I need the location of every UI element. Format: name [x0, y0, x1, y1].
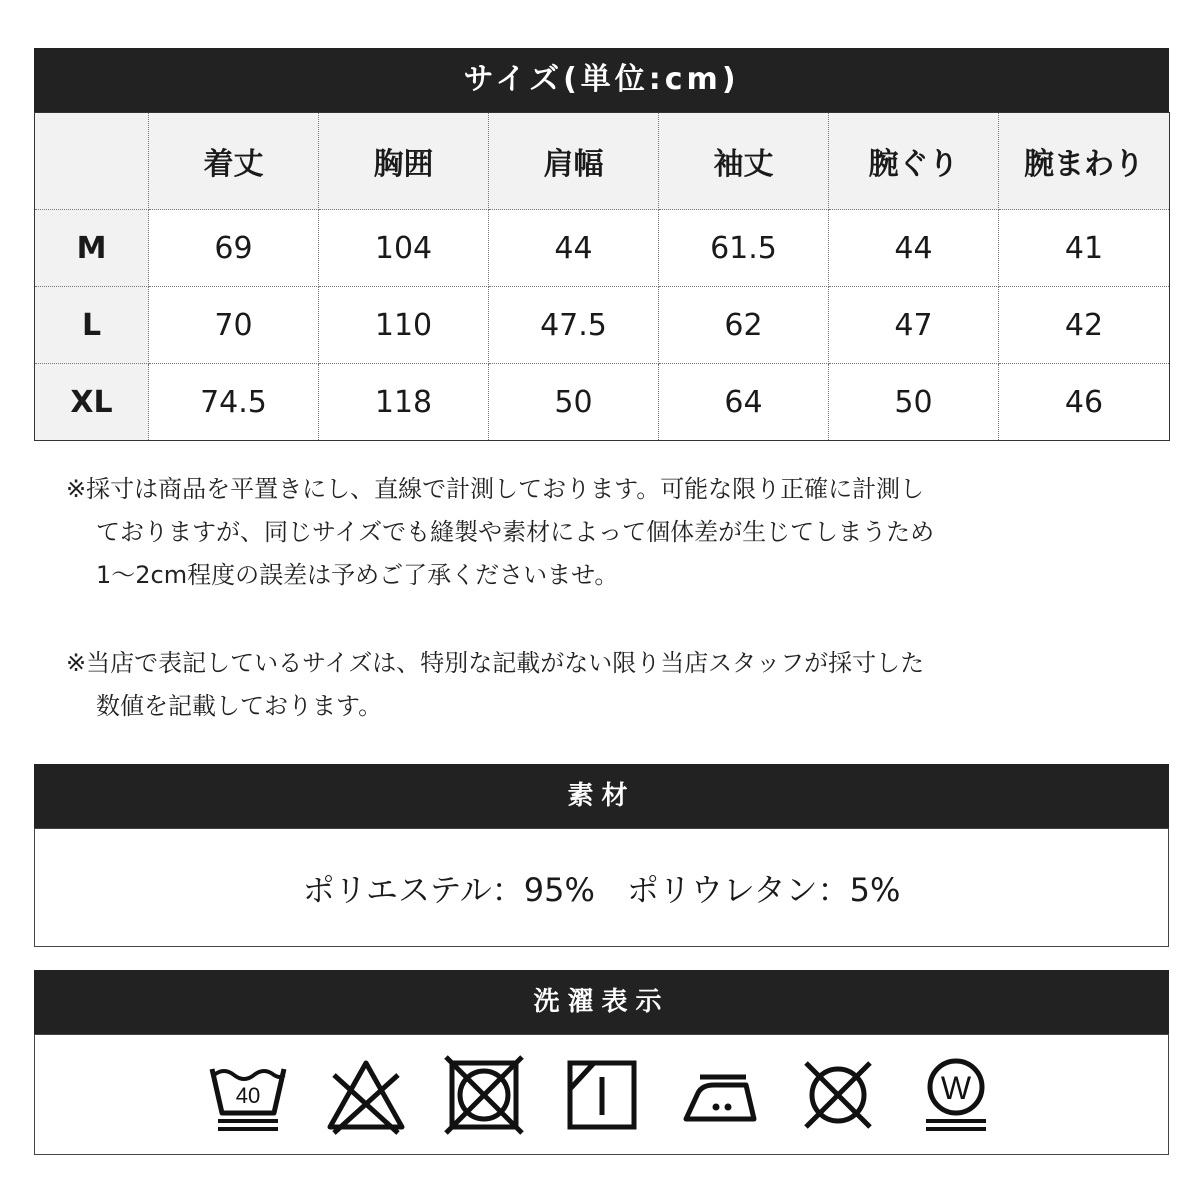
note-line: 1〜2cm程度の誤差は予めご了承くださいませ。 [96, 561, 619, 589]
wet-clean-letter: W [940, 1069, 971, 1106]
note-line: ※採寸は商品を平置きにし、直線で計測しております。可能な限り正確に計測し [66, 475, 925, 503]
table-cell: 50 [829, 364, 999, 441]
table-cell: 69 [149, 210, 319, 287]
column-header-armhole: 腕ぐり [829, 113, 999, 210]
wet-clean-icon [916, 1055, 996, 1135]
note-line: ておりますが、同じサイズでも縫製や素材によって個体差が生じてしまうため [96, 518, 935, 546]
care-section-title: 洗濯表示 [34, 970, 1169, 1034]
table-cell: 74.5 [149, 364, 319, 441]
care-icons [35, 1035, 1168, 1154]
table-cell: 44 [489, 210, 659, 287]
size-label: L [35, 287, 149, 364]
column-header-sleeve: 袖丈 [659, 113, 829, 210]
table-cell: 47.5 [489, 287, 659, 364]
measurement-note [66, 468, 1066, 597]
size-section-title: サイズ(単位:cm) [34, 48, 1169, 112]
table-cell: 62 [659, 287, 829, 364]
table-cell: 104 [319, 210, 489, 287]
size-label: XL [35, 364, 149, 441]
note-line: 数値を記載しております。 [96, 692, 383, 720]
material-composition: ポリエステル：95% ポリウレタン：5% [302, 870, 901, 909]
table-cell: 42 [999, 287, 1170, 364]
table-cell: 44 [829, 210, 999, 287]
column-header-arm-circumference: 腕まわり [999, 113, 1170, 210]
table-row [35, 364, 1170, 441]
table-cell: 50 [489, 364, 659, 441]
care-box [34, 1034, 1169, 1155]
no-dry-clean-icon [798, 1055, 878, 1135]
table-cell: 47 [829, 287, 999, 364]
table-header-row [35, 113, 1170, 210]
note-line: ※当店で表記しているサイズは、特別な記載がない限り当店スタッフが採寸した [66, 649, 925, 677]
material-box [34, 828, 1169, 947]
material-section-title: 素材 [34, 764, 1169, 828]
column-header-shoulder: 肩幅 [489, 113, 659, 210]
size-label: M [35, 210, 149, 287]
column-header-chest: 胸囲 [319, 113, 489, 210]
table-row [35, 287, 1170, 364]
table-cell: 70 [149, 287, 319, 364]
table-cell: 118 [319, 364, 489, 441]
table-cell: 110 [319, 287, 489, 364]
drip-dry-shade-icon [562, 1055, 642, 1135]
table-cell: 41 [999, 210, 1170, 287]
no-bleach-icon [326, 1055, 406, 1135]
table-cell: 46 [999, 364, 1170, 441]
size-notation-note [66, 642, 1066, 728]
column-header-length: 着丈 [149, 113, 319, 210]
table-row [35, 210, 1170, 287]
washtub-40-icon [208, 1055, 288, 1135]
wash-temperature: 40 [235, 1082, 260, 1108]
iron-medium-icon [680, 1055, 760, 1135]
no-tumble-dry-icon [444, 1055, 524, 1135]
corner-cell [35, 113, 149, 210]
table-cell: 61.5 [659, 210, 829, 287]
size-table [34, 112, 1170, 441]
table-cell: 64 [659, 364, 829, 441]
